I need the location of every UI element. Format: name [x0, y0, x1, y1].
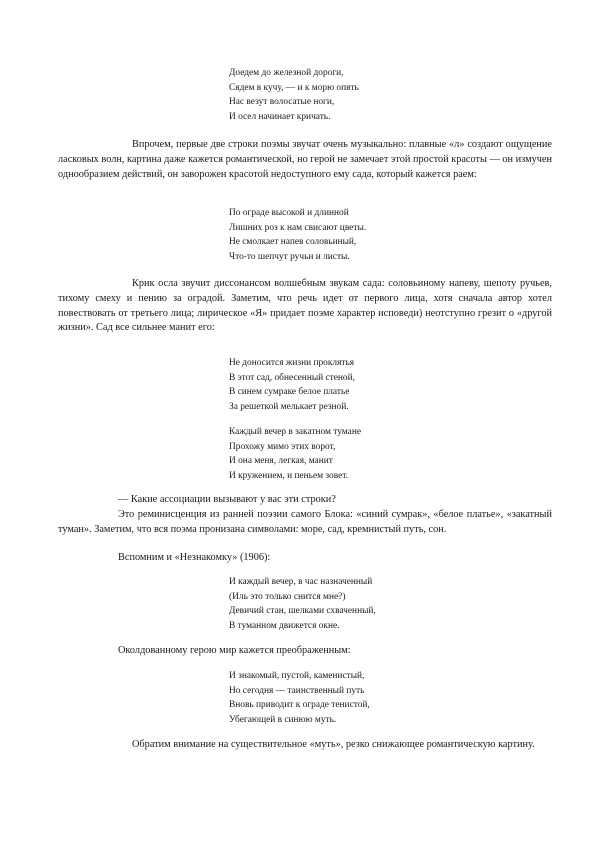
verse-line: Не смолкает напев соловьиный, — [229, 237, 357, 247]
poem-stanza — [229, 575, 376, 633]
verse-line: В туманном движется окне. — [229, 620, 340, 631]
verse-line: Нас везут волосатые ноги, — [229, 97, 335, 107]
verse-line: Прохожу мимо этих ворот, — [229, 441, 336, 452]
verse-line: В этот сад, обнесенный стеной, — [229, 372, 355, 383]
verse-line: Сядем в кучу, — и к морю опять — [229, 82, 359, 93]
verse-line: В синем сумраке белое платье — [229, 387, 350, 397]
verse-line: Что-то шепчут ручьи и листы. — [229, 251, 350, 262]
verse-line: Доедем до железной дороги, — [229, 68, 344, 78]
verse-line: И осел начинает кричать. — [229, 111, 331, 122]
verse-line: За решеткой мелькает резной. — [229, 401, 349, 412]
verse-line: По ограде высокой и длинной — [229, 208, 349, 218]
verse-line: Вновь приводит к ограде тенистой, — [229, 700, 370, 710]
paragraph: Обратим внимание на существительное «муть», резко снижающее романтическую картину. — [132, 739, 535, 750]
verse-line: Лишних роз к нам свисают цветы. — [229, 222, 367, 233]
poem-stanza — [229, 206, 366, 264]
verse-line: И каждый вечер, в час назначенный — [229, 577, 373, 587]
verse-line: Не доносится жизни проклятья — [229, 358, 355, 368]
verse-line: Девичий стан, шелками схваченный, — [229, 606, 376, 616]
verse-line: Убегающей в синюю муть. — [229, 714, 337, 725]
question-line: — Какие ассоциации вызывают у вас эти строки? — [118, 494, 336, 505]
verse-line: И знакомый, пустой, каменистый, — [229, 671, 365, 681]
verse-line: Но сегодня — таинственный путь — [229, 685, 365, 696]
verse-line: И кружением, и пеньем зовет. — [229, 470, 348, 481]
verse-line: Каждый вечер в закатном тумане — [229, 427, 362, 437]
poem-stanza — [229, 66, 359, 124]
paragraph: Впрочем, первые две строки поэмы звучат очень музыкально: плавные «л» создают ощущение ласковых волн, картина даже кажется романтической, но герой не замечает этой простой красоты — он измучен однообразием действий, он заворожен красотой недоступного ему сада, который кажется раем: — [58, 139, 552, 180]
verse-line: И она меня, легкая, манит — [229, 456, 333, 466]
verse-line: (Иль это только снится мне?) — [229, 591, 346, 602]
poem-stanza — [229, 669, 370, 727]
paragraph: Околдованному герою мир кажется преображенным: — [118, 645, 351, 656]
paragraph: Это реминисценция из ранней поэзии самого Блока: «синий сумрак», «белое платье», «закатный туман». Заметим, что вся поэма пронизана символами: море, сад, кремнистый путь, сон. — [58, 509, 552, 535]
poem-stanza — [229, 425, 361, 483]
poem-stanza — [229, 356, 355, 414]
paragraph: Крик осла звучит диссонансом волшебным звукам сада: соловьиному напеву, шепоту ручьев, тихому смеху и пению за оградой. Заметим, что речь идет от первого лица, хотя сначала автор хотел повествовать от третьего лица; лирическое «Я» придает поэме характер исповеди) неотступно грезит о «другой жизни». Сад все сильнее манит его: — [58, 278, 552, 334]
paragraph: Вспомним и «Незнакомку» (1906): — [118, 552, 271, 563]
